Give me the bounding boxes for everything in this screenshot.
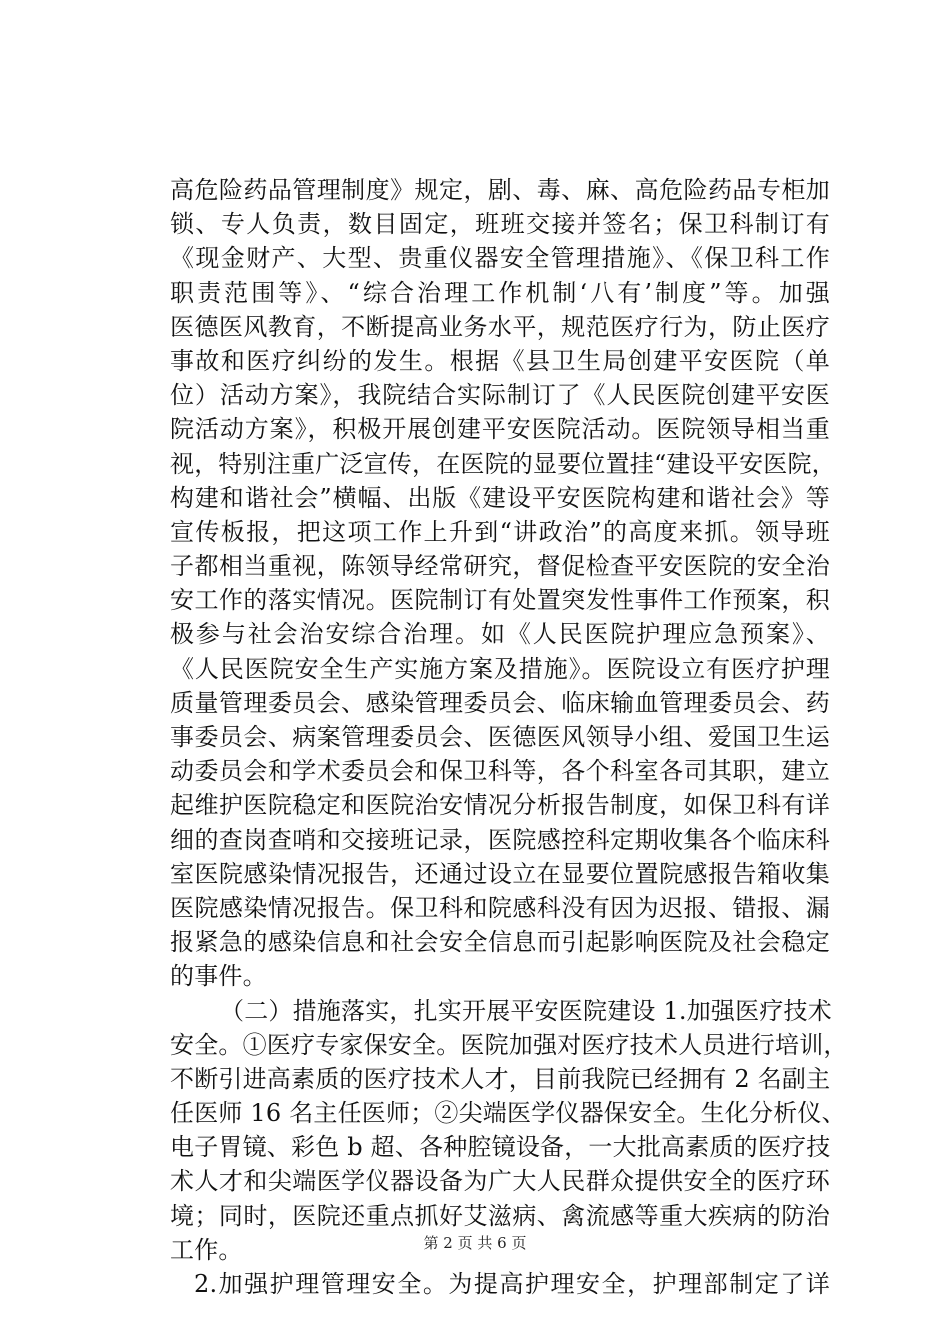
text-line: 的事件。 <box>170 962 267 991</box>
text-line: 《人民医院安全生产实施方案及措施》。医院设立有医疗护理 <box>170 654 830 683</box>
text-line: 锁、专人负责，数目固定，班班交接并签名；保卫科制订有 <box>170 210 830 239</box>
text-line: 动委员会和学术委员会和保卫科等，各个科室各司其职，建立 <box>170 757 830 786</box>
text-line: 宣传板报，把这项工作上升到“讲政治”的高度来抓。领导班 <box>170 517 830 546</box>
text-line: 构建和谐社会”横幅、出版《建设平安医院构建和谐社会》等 <box>170 483 830 512</box>
text-line: 境；同时，医院还重点抓好艾滋病、禽流感等重大疾病的防治 <box>170 1201 830 1230</box>
document-body <box>170 173 848 1301</box>
text-line: 质量管理委员会、感染管理委员会、临床输血管理委员会、药 <box>170 688 830 717</box>
text-line: 高危险药品管理制度》规定，剧、毒、麻、高危险药品专柜加 <box>170 176 830 204</box>
text-line: 安全。①医疗专家保安全。医院加强对医疗技术人员进行培训， <box>170 1030 848 1059</box>
text-line: 安工作的落实情况。医院制订有处置突发性事件工作预案，积 <box>170 586 830 615</box>
text-line: 不断引进高素质的医疗技术人才，目前我院已经拥有 2 名副主 <box>170 1064 831 1093</box>
text-line: 室医院感染情况报告，还通过设立在显要位置院感报告箱收集 <box>170 859 830 888</box>
text-line: 医院感染情况报告。保卫科和院感科没有因为迟报、错报、漏 <box>170 893 830 922</box>
text-line: 起维护医院稳定和医院治安情况分析报告制度，如保卫科有详 <box>170 791 830 820</box>
text-line: 视，特别注重广泛宣传，在医院的显要位置挂“建设平安医院， <box>170 449 836 478</box>
text-line: 医德医风教育，不断提高业务水平，规范医疗行为，防止医疗 <box>170 312 830 341</box>
text-line: 极参与社会治安综合治理。如《人民医院护理应急预案》、 <box>170 620 830 649</box>
text-line: 院活动方案》，积极开展创建平安医院活动。医院领导相当重 <box>170 415 830 444</box>
section-heading-line: （二）措施落实，扎实开展平安医院建设 1.加强医疗技术 <box>220 996 832 1025</box>
text-line: 工作。 <box>170 1235 243 1264</box>
text-line: 术人才和尖端医学仪器设备为广大人民群众提供安全的医疗环 <box>170 1167 830 1196</box>
text-line: 位）活动方案》，我院结合实际制订了《人民医院创建平安医 <box>170 381 830 410</box>
text-line: 子都相当重视，陈领导经常研究，督促检查平安医院的安全治 <box>170 552 830 581</box>
text-line: 报紧急的感染信息和社会安全信息而引起影响医院及社会稳定 <box>170 928 830 957</box>
text-line: 任医师 16 名主任医师；②尖端医学仪器保安全。生化分析仪、 <box>170 1099 846 1128</box>
text-line: 细的查岗查哨和交接班记录，医院感控科定期收集各个临床科 <box>170 825 830 854</box>
text-line: 电子胃镜、彩色 b 超、各种腔镜设备，一大批高素质的医疗技 <box>170 1133 831 1162</box>
text-line: 职责范围等》、“综合治理工作机制‘八有’制度”等。加强 <box>170 278 830 307</box>
text-line: 事故和医疗纠纷的发生。根据《县卫生局创建平安医院（单 <box>170 346 830 375</box>
text-line: 事委员会、病案管理委员会、医德医风领导小组、爱国卫生运 <box>170 723 830 751</box>
paragraph-start-line: 2.加强护理管理安全。为提高护理安全，护理部制定了详 <box>194 1270 830 1298</box>
text-line: 《现金财产、大型、贵重仪器安全管理措施》、《保卫科工作 <box>170 244 830 273</box>
page-footer: 第 2 页 共 6 页 <box>423 1234 527 1252</box>
